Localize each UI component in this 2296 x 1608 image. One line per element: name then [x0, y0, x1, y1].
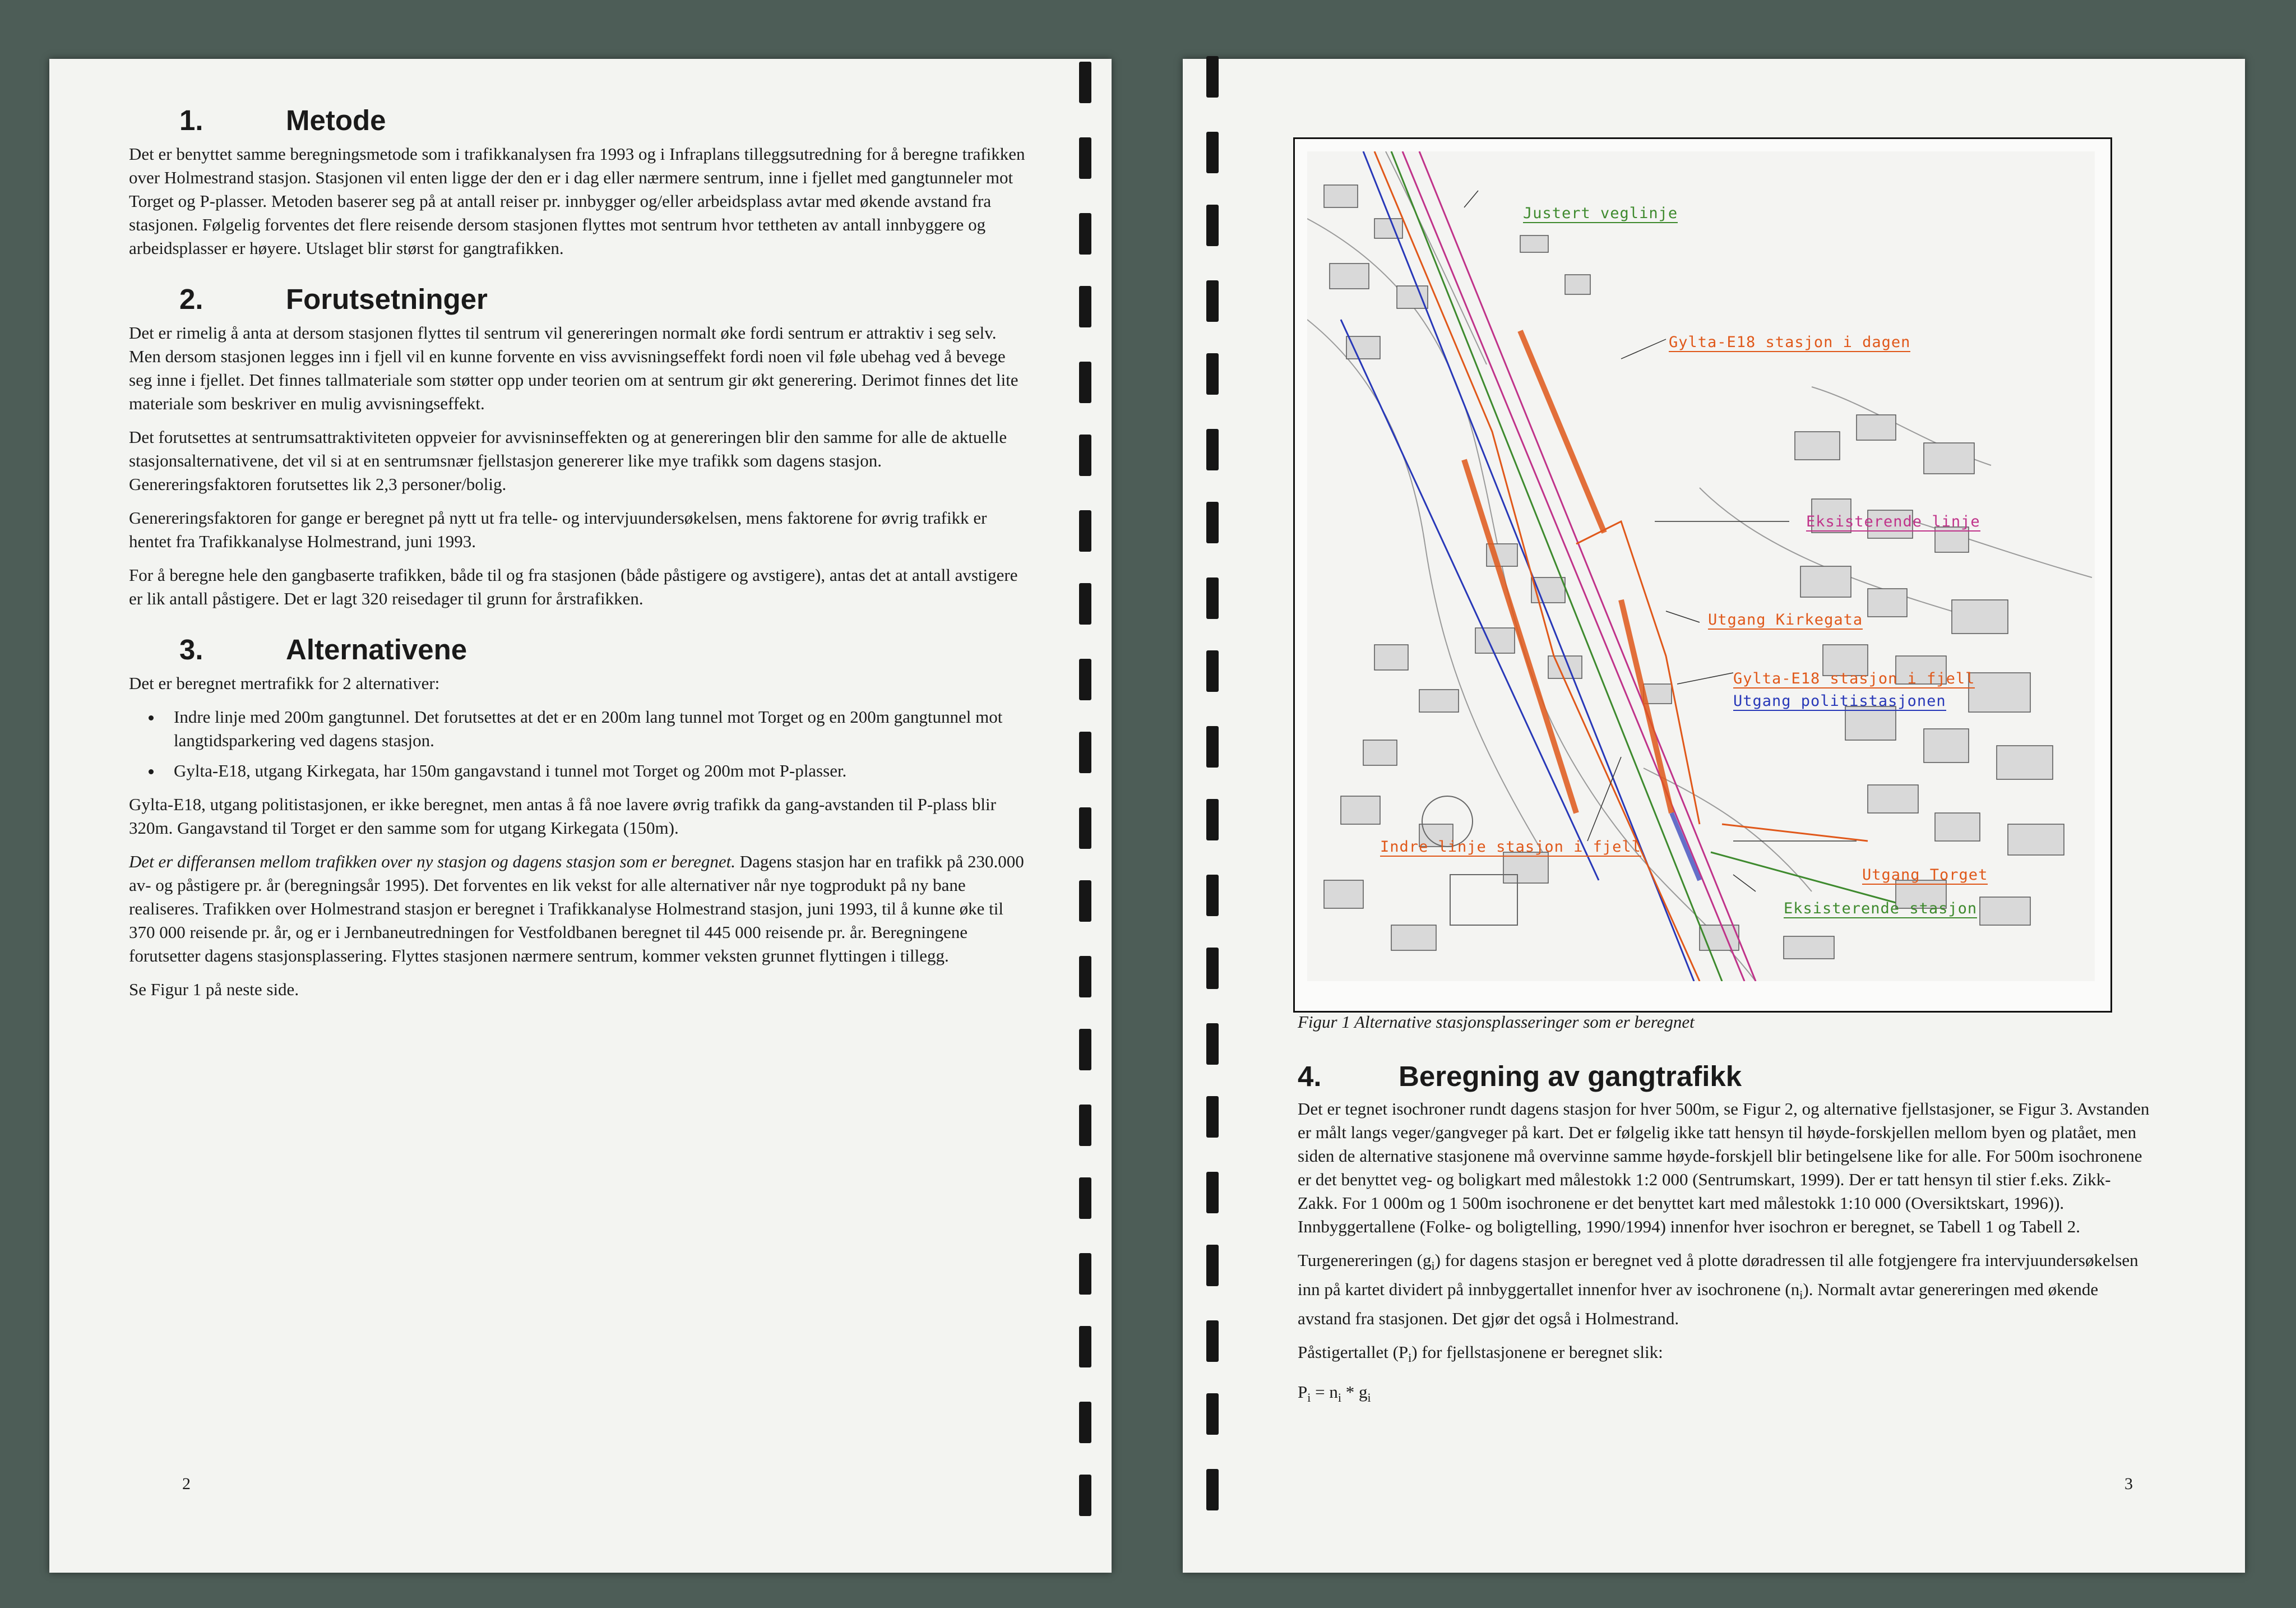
map-label-eksisterende-linje: Eksisterende linje: [1806, 513, 1980, 530]
map-label-utgang-torget: Utgang Torget: [1862, 866, 1988, 884]
paragraph: Det er rimelig å anta at dersom stasjonen flyttes til sentrum vil genereringen normalt øke fordi sentrum er attraktiv i seg selv. Men dersom stasjonen legges inn i fjell vil en kunne forvente en viss avvisningseffekt fordi noen vil føle ubehag ved å bevege seg inne i fjellet. Det finnes tallmateriale som støtter opp under teorien om at sentrum gir økt generering. Derimot finnes det lite materiale som beskriver en mulig avvisningseffekt.: [129, 323, 1019, 413]
map-label-justert: Justert veglinje: [1523, 205, 1678, 222]
list-item: • Indre linje med 200m gangtunnel. Det forutsettes at det er en 200m lang tunnel mot Torget og en 200m gangtunnel mot langtidsparkering ved dagens stasjon.: [163, 705, 1026, 752]
paragraph: Det er benyttet samme beregningsmetode som i trafikkanalysen fra 1993 og i Infraplans tilleggsutredning for å beregne trafikken over Holmestrand stasjon. Stasjonen vil enten ligge der den er i dag eller nærmere sentrum, inne i fjellet med gangtunneler mot Torget og P-plasser. Metoden baserer seg på at antall reiser pr. innbygger og/eller arbeidsplass avtar med økende avstand fra stasjonen. Følgelig forventes det flere reisende dersom stasjonen flyttes mot sentrum hvor tettheten av antall innbyggere og arbeidsplasser er høyere. Utslaget blir størst for gangtrafikken.: [129, 144, 1025, 258]
page-number: 3: [2124, 1475, 2133, 1493]
paragraph: Turgenereringen $(g_i)$ for dagens stasjon er beregnet ved å plotte døradressen til alle fotgjengere fra intervjuundersøkelsen inn på kartet dividert på innbyggertallet innenfor hver av isochronene $(n_i)$. Normalt avtar genereringen med økende avstand fra stasjonen. Det gjør det også i Holmestrand.: [1298, 1250, 2138, 1329]
map-label-eksisterende-stasjon: Eksisterende stasjon: [1784, 900, 1978, 917]
paragraph: Se Figur 1 på neste side.: [129, 979, 299, 999]
map-label-gylta-dagen: Gylta-E18 stasjon i dagen: [1669, 334, 1911, 351]
section-heading: 2. Forutsetninger: [179, 283, 488, 315]
page-number: 2: [182, 1475, 191, 1493]
italic-lead: Det er differansen mellom trafikken over ny stasjon og dagens stasjon som er beregnet.: [129, 852, 735, 871]
formula: $P_i = n_i * g_i$: [1298, 1381, 1371, 1404]
paragraph-rest: Dagens stasjon har en trafikk på 230.000 av- og påstigere pr. år (beregningsår 1995). Det forventes en lik vekst for alle alternativer når nye togprodukt på ny bane realiseres. Trafikken over Holmestrand stasjon er beregnet i Trafikkanalyse Holmestrand stasjon, juni 1993, til å kunne øke til 370 000 reisende pr. år, og er i Jernbaneutredningen for Vestfoldbanen beregnet til 445 000 reisende pr. år. Beregningene forutsetter dagens stasjonsplassering. Flyttes stasjonen nærmere sentrum, kommer veksten grunnet flyttingen i tillegg.: [129, 852, 1024, 965]
section-heading: 3. Alternativene: [179, 634, 467, 666]
figure-caption: Figur 1 Alternative stasjonsplasseringer som er beregnet: [1298, 1012, 1695, 1032]
map-label-utgang-politi: Utgang politistasjonen: [1733, 692, 1946, 710]
alternatives-list: [129, 705, 1026, 783]
right-page-content: [1298, 1060, 2150, 1420]
paragraph: [129, 850, 1026, 968]
section-heading: 4. Beregning av gangtrafikk: [1298, 1060, 1742, 1092]
figure-1-frame: [1293, 137, 2112, 1013]
list-item: • Gylta-E18, utgang Kirkegata, har 150m gangavstand i tunnel mot Torget og 200m mot P-plasser.: [163, 759, 1026, 783]
paragraph: Gylta-E18, utgang politistasjonen, er ikke beregnet, men antas å få noe lavere øvrig trafikk da gang-avstanden til P-plass blir 320m. Gangavstand til Torget er den samme som for utgang Kirkegata (150m).: [129, 794, 996, 838]
left-page-content: [129, 104, 1026, 1011]
section-heading: 1. Metode: [179, 104, 386, 136]
map-label-indre-linje: Indre linje stasjon i fjell: [1380, 838, 1641, 856]
paragraph: Det forutsettes at sentrumsattraktiviteten oppveier for avvisninseffekten og at genereringen blir den samme for alle de aktuelle stasjonsalternativene, det vil si at en sentrumsnær fjellstasjon genererer like mye trafikk som dagens stasjon. Genereringsfaktoren forutsettes lik 2,3 personer/bolig.: [129, 427, 1007, 494]
paragraph: Det er tegnet isochroner rundt dagens stasjon for hver 500m, se Figur 2, og alternative fjellstasjoner, se Figur 3. Avstanden er målt langs veger/gangveger på kart. Det er følgelig ikke tatt hensyn til høyde-forskjellen mellom byen og platået, men siden de alternative stasjonene må overvinne samme høyde-forskjell blir betingelsene like for alle. For 500m isochronene er det benyttet veg- og boligkart med målestokk 1:2 000 (Sentrumskart, 1999). Der er tatt hensyn til stier f.eks. Zikk-Zakk. For 1 000m og 1 500m isochronene er det benyttet kart med målestokk 1:10 000 (Oversiktskart, 1996)). Innbyggertallene (Folke- og boligtelling, 1990/1994) innenfor hver isochron er beregnet, se Tabell 1 og Tabell 2.: [1298, 1099, 2150, 1236]
map-drawing: [1307, 151, 2095, 981]
paragraph: Påstigertallet $(P_i)$ for fjellstasjonene er beregnet slik:: [1298, 1342, 1663, 1365]
station-map: [1307, 151, 2095, 981]
paragraph: Genereringsfaktoren for gange er beregnet på nytt ut fra telle- og intervjuundersøkelsen, mens faktorene for øvrig trafikk er hentet fra Trafikkanalyse Holmestrand, juni 1993.: [129, 508, 987, 551]
map-label-gylta-fjell: Gylta-E18 stasjon i fjell: [1733, 670, 1975, 687]
paragraph: Det er beregnet mertrafikk for 2 alternativer:: [129, 673, 440, 693]
paragraph: For å beregne hele den gangbaserte trafikken, både til og fra stasjonen (både påstigere og avstigere), antas det at antall avstigere er lik antall påstigere. Det er lagt 320 reisedager til grunn for årstrafikken.: [129, 565, 1018, 608]
map-label-utgang-kirkegata: Utgang Kirkegata: [1708, 611, 1863, 629]
